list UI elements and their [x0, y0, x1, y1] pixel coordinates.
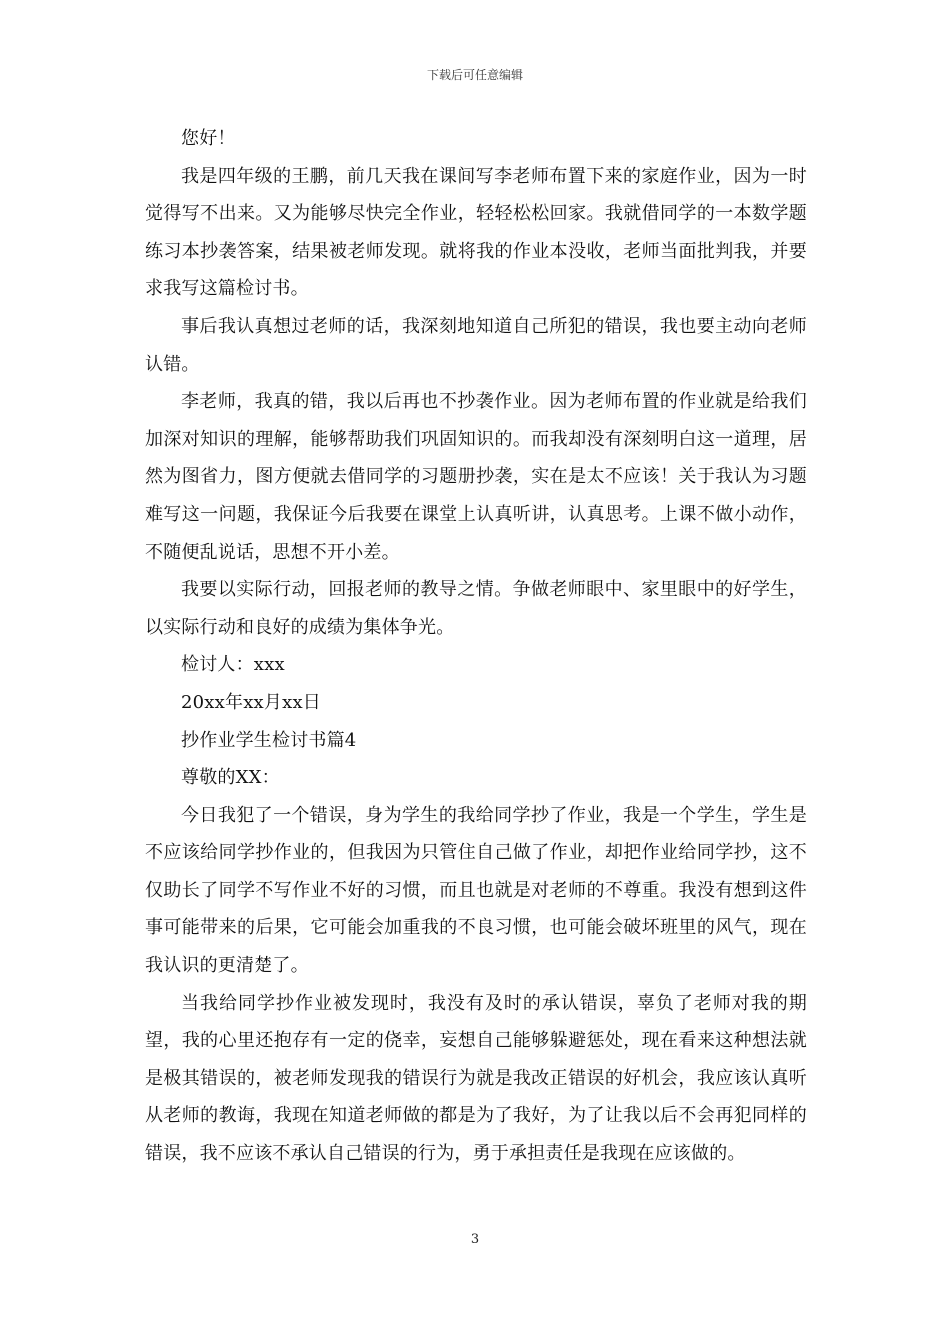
paragraph-responsibility: 当我给同学抄作业被发现时，我没有及时的承认错误，辜负了老师对我的期望，我的心里还抱存有一定的侥幸，妄想自己能够躲避惩处，现在看来这种想法就是极其错误的，被老师发现我的错误行为就是我改正错误的好机会，我应该认真听从老师的教诲，我现在知道老师做的都是为了我好，为了让我以后不会再犯同样的错误，我不应该不承认自己错误的行为，勇于承担责任是我现在应该做的。 [145, 992, 807, 1165]
paragraph-intro: 我是四年级的王鹏，前几天我在课间写李老师布置下来的家庭作业，因为一时觉得写不出来。又为能够尽快完全作业，轻轻松松回家。我就借同学的一本数学题练习本抄袭答案，结果被老师发现。就将我的作业本没收，老师当面批判我，并要求我写这篇检讨书。 [145, 165, 807, 300]
salutation: 尊敬的XX： [181, 767, 280, 789]
paragraph-apology: 李老师，我真的错，我以后再也不抄袭作业。因为老师布置的作业就是给我们加深对知识的理解，能够帮助我们巩固知识的。而我却没有深刻明白这一道理，居然为图省力，图方便就去借同学的习题册抄袭，实在是太不应该！关于我认为习题难写这一问题，我保证今后我要在课堂上认真听讲，认真思考。上课不做小动作，不随便乱说话，思想不开小差。 [145, 391, 807, 563]
signature-author: 检讨人：xxx [181, 654, 285, 676]
page-number: 3 [470, 1232, 480, 1247]
paragraph-mistake: 今日我犯了一个错误，身为学生的我给同学抄了作业，我是一个学生，学生是不应该给同学抄作业的，但我因为只管住自己做了作业，却把作业给同学抄，这不仅助长了同学不写作业不好的习惯，而且也就是对老师的不尊重。我没有想到这件事可能带来的后果，它可能会加重我的不良习惯，也可能会破坏班里的风气，现在我认识的更清楚了。 [145, 804, 807, 977]
section-title: 抄作业学生检讨书篇4 [181, 729, 357, 751]
paragraph-reflection: 事后我认真想过老师的话，我深刻地知道自己所犯的错误，我也要主动向老师认错。 [145, 315, 807, 375]
document-body [145, 120, 807, 1173]
greeting: 您好！ [181, 128, 236, 149]
signature-date: 20xx年xx月xx日 [181, 691, 322, 713]
page-header: 下载后可任意编辑 [426, 68, 523, 82]
paragraph-promise: 我要以实际行动，回报老师的教导之情。争做老师眼中、家里眼中的好学生，以实际行动和良好的成绩为集体争光。 [145, 579, 807, 638]
